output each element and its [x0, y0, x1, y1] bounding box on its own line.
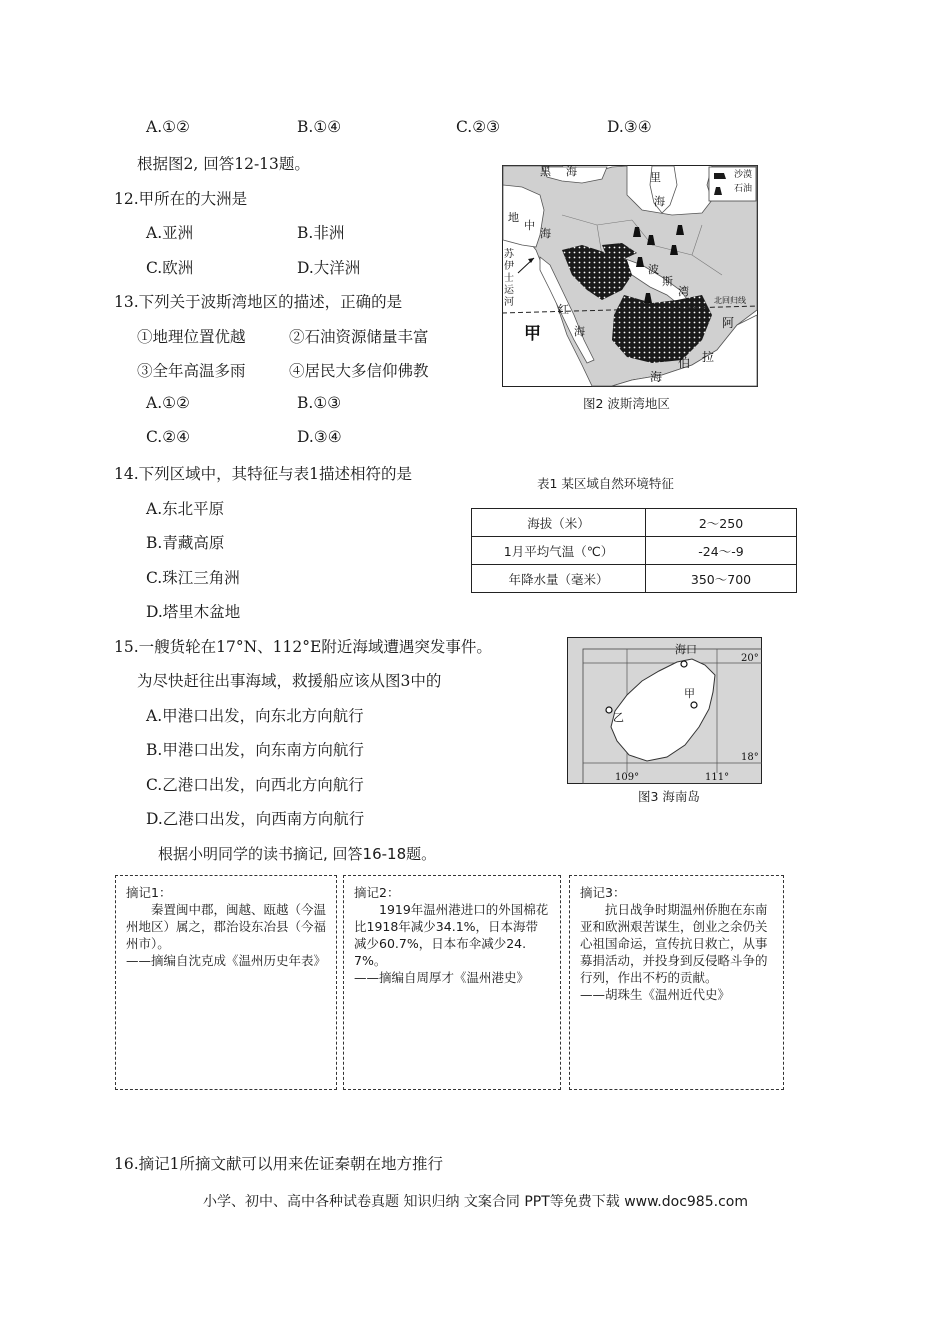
gulf-label-3: 湾 [678, 285, 689, 298]
haikou-label: 海口 [675, 643, 697, 656]
q14-option-c: C.珠江三角洲 [146, 569, 240, 587]
table-cell-label: 海拔（米） [472, 509, 646, 537]
haikou-port [681, 661, 687, 667]
legend-oil-label: 石油 [734, 184, 753, 194]
q14-option-b: B.青藏高原 [146, 534, 225, 552]
map3-yi-label: 乙 [613, 711, 624, 724]
arabian-sea-label-3: 伯 [678, 356, 691, 370]
q12-option-c: C.欧洲 [146, 259, 194, 277]
q12-option-b: B.非洲 [297, 224, 345, 242]
arabian-sea-label-2: 拉 [702, 350, 715, 364]
q13-option-c: C.②④ [146, 428, 191, 446]
lon111-label: 111° [705, 772, 730, 783]
table-cell-label: 1月平均气温（℃） [472, 537, 646, 565]
q11-option-a: A.①② [146, 118, 190, 136]
table1 [471, 508, 797, 593]
table-cell-value: 2～250 [646, 509, 797, 537]
page-footer: 小学、初中、高中各种试卷真题 知识归纳 文案合同 PPT等免费下载 www.doc985.com [203, 1194, 748, 1210]
note-2-source: ——摘编自周厚才《温州港史》 [354, 970, 530, 985]
persian-gulf-map [502, 165, 758, 387]
lat18-label: 18° [741, 752, 759, 763]
table-row [472, 509, 797, 537]
gulf-label-1: 波 [648, 263, 659, 276]
q13-statement-1: ①地理位置优越 [137, 328, 246, 346]
q15-option-a: A.甲港口出发，向东北方向航行 [146, 707, 364, 725]
q13-option-b: B.①③ [297, 394, 342, 412]
q13-statement-3: ③全年高温多雨 [137, 362, 246, 380]
map3-caption: 图3 海南岛 [638, 789, 700, 804]
q13-option-d: D.③④ [297, 428, 342, 446]
jia-port [691, 702, 697, 708]
q11-option-b: B.①④ [297, 118, 342, 136]
q14-option-d: D.塔里木盆地 [146, 603, 241, 621]
note-2-body: 1919年温州港进口的外国棉花比1918年减少34.1%，日本海带减少60.7%，日本布伞减少24.7%。 [354, 902, 549, 968]
note-1-source: ——摘编自沈克成《温州历史年表》 [126, 953, 327, 968]
q15-option-d: D.乙港口出发，向西南方向航行 [146, 810, 365, 828]
q12-option-d: D.大洋洲 [297, 259, 361, 277]
note-3-source: ——胡珠生《温州近代史》 [580, 987, 731, 1002]
q13-statement-2: ②石油资源储量丰富 [289, 328, 429, 346]
note-1-title: 摘记1： [126, 885, 172, 900]
jia-label: 甲 [524, 324, 541, 344]
intro-16-18: 根据小明同学的读书摘记, 回答16-18题。 [158, 845, 437, 863]
intro-12-13: 根据图2, 回答12-13题。 [137, 155, 310, 173]
table-cell-label: 年降水量（毫米） [472, 565, 646, 593]
legend-desert-label: 沙漠 [734, 170, 753, 180]
lat20-label: 20° [741, 653, 759, 664]
hainan-map [567, 637, 762, 784]
suez-label-3: 士 [504, 273, 514, 284]
red-sea-label-2: 海 [574, 325, 585, 338]
table-cell-value: 350～700 [646, 565, 797, 593]
suez-label-5: 河 [504, 297, 514, 308]
note-3-body: 抗日战争时期温州侨胞在东南亚和欧洲艰苦谋生，创业之余仍关心祖国命运，宣传抗日救亡，从事募捐活动，并投身到反侵略斗争的行列，作出不朽的贡献。 [580, 902, 768, 985]
q15-option-b: B.甲港口出发，向东南方向航行 [146, 741, 364, 759]
q12-option-a: A.亚洲 [146, 224, 194, 242]
q14-option-a: A.东北平原 [146, 500, 225, 518]
suez-label-1: 苏 [504, 249, 514, 260]
black-sea-label-2: 海 [566, 165, 577, 178]
suez-label-2: 伊 [504, 261, 514, 272]
q15-stem-2: 为尽快赶往出事海域，救援船应该从图3中的 [137, 672, 442, 690]
q11-option-d: D.③④ [607, 118, 652, 136]
arabian-sea-label-1: 阿 [722, 316, 735, 330]
caspian-label-1: 里 [650, 171, 661, 184]
mediterranean-label-1: 地 [508, 211, 519, 224]
yi-port [606, 707, 612, 713]
tropic-label: 北回归线 [714, 296, 746, 305]
q16-stem: 16.摘记1所摘文献可以用来佐证秦朝在地方推行 [114, 1155, 444, 1173]
note-card-3 [569, 875, 784, 1090]
note-1-body: 秦置闽中郡，闽越、瓯越（今温州地区）属之，郡治设东冶县（今福州市）。 [126, 902, 327, 951]
map2-caption: 图2 波斯湾地区 [583, 396, 670, 411]
q13-statement-4: ④居民大多信仰佛教 [289, 362, 429, 380]
table-row [472, 537, 797, 565]
map3-jia-label: 甲 [684, 687, 695, 700]
note-2-title: 摘记2： [354, 885, 400, 900]
note-card-1 [115, 875, 337, 1090]
suez-label-4: 运 [504, 285, 514, 296]
q13-stem: 13.下列关于波斯湾地区的描述，正确的是 [114, 293, 403, 311]
arabian-sea-label-4: 海 [650, 370, 663, 384]
table-row [472, 565, 797, 593]
black-sea-label-1: 黑 [540, 165, 551, 178]
caspian-label-2: 海 [654, 195, 665, 208]
red-sea-label-1: 红 [558, 303, 569, 316]
mediterranean-label-3: 海 [540, 227, 551, 240]
gulf-label-2: 斯 [662, 275, 673, 288]
table1-title: 表1 某区域自然环境特征 [537, 476, 674, 491]
table-cell-value: -24～-9 [646, 537, 797, 565]
note-3-title: 摘记3： [580, 885, 626, 900]
q15-option-c: C.乙港口出发，向西北方向航行 [146, 776, 364, 794]
q15-stem-1: 15.一艘货轮在17°N、112°E附近海域遭遇突发事件。 [114, 638, 492, 656]
note-card-2 [343, 875, 561, 1090]
q14-stem: 14.下列区域中，其特征与表1描述相符的是 [114, 465, 413, 483]
mediterranean-label-2: 中 [524, 219, 535, 232]
lon109-label: 109° [615, 772, 640, 783]
q11-option-c: C.②③ [456, 118, 501, 136]
q13-option-a: A.①② [146, 394, 190, 412]
q12-stem: 12.甲所在的大洲是 [114, 190, 248, 208]
